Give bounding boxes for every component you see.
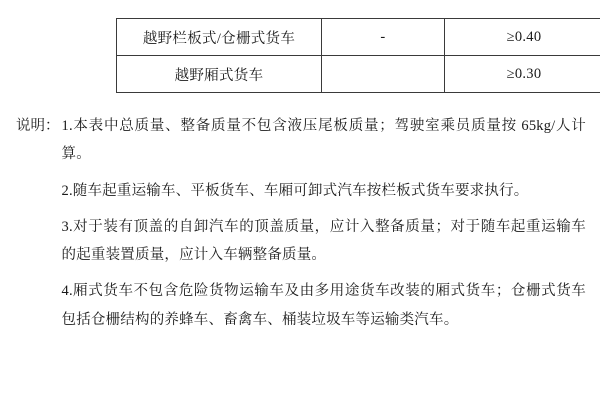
note-item: 2.随车起重运输车、平板货车、车厢可卸式汽车按栏板式货车要求执行。 xyxy=(61,182,529,199)
notes-label: 说明： xyxy=(16,118,60,134)
notes-row xyxy=(16,112,586,334)
table-cell-value1: - xyxy=(322,19,445,56)
table-cell-value2: ≥0.30 xyxy=(445,56,600,93)
note-item: 3.对于装有顶盖的自卸汽车的顶盖质量，应计入整备质量；对于随车起重运输车的起重装置质量，应计入车辆整备质量。 xyxy=(61,218,586,264)
table-cell-category: 越野栏板式/仓栅式货车 xyxy=(117,19,322,56)
spec-table-container xyxy=(16,18,584,93)
notes-list xyxy=(62,112,587,334)
table-cell-blank xyxy=(16,19,117,56)
table-cell-blank xyxy=(16,56,117,93)
table-row xyxy=(16,19,600,56)
note-item: 4.厢式货车不包含危险货物运输车及由多用途货车改装的厢式货车；仓栅式货车包括仓栅结构的养蜂车、畜禽车、桶装垃圾车等运输类汽车。 xyxy=(61,283,586,328)
table-cell-value2: ≥0.40 xyxy=(445,19,600,56)
table-cell-value1 xyxy=(322,56,445,93)
spec-table xyxy=(16,18,600,93)
notes-section xyxy=(16,112,586,334)
note-item: 1.本表中总质量、整备质量不包含液压尾板质量；驾驶室乘员质量按 65kg/人计算。 xyxy=(61,118,586,163)
table-cell-category: 越野厢式货车 xyxy=(117,56,322,93)
table-row xyxy=(16,56,600,93)
